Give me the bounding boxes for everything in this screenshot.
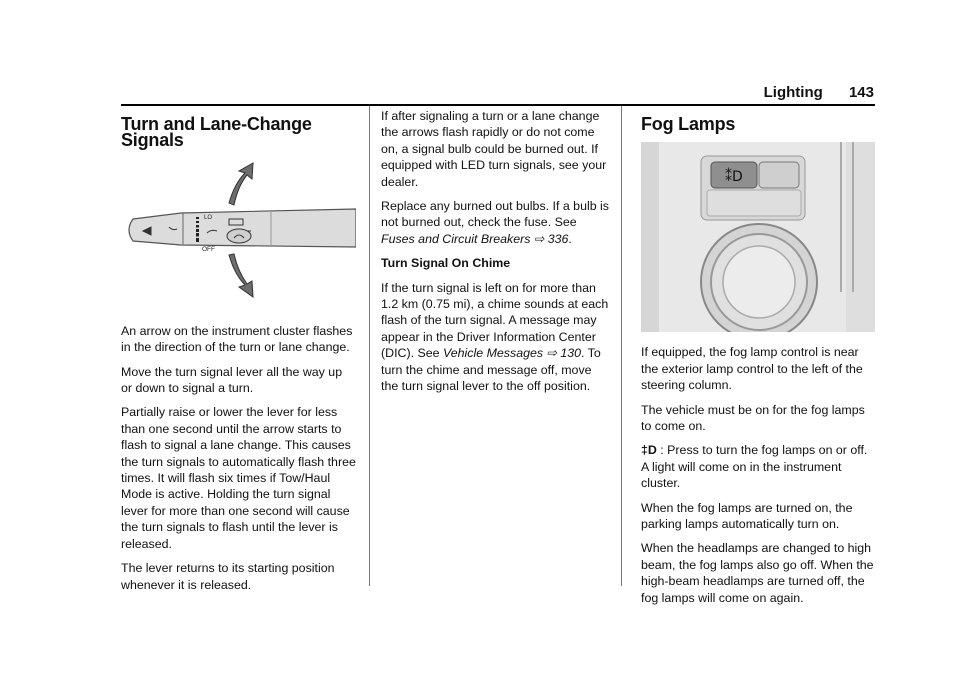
page-number: 143 — [848, 84, 874, 101]
column-divider — [369, 106, 370, 586]
paragraph: An arrow on the instrument cluster flashes in the direction of the turn or lane change. — [121, 323, 353, 355]
fog-description: ‡D : Press to turn the fog lamps on or off. A light will come on in the instrument cluster. — [641, 443, 868, 491]
paragraph: The vehicle must be on for the fog lamps to come on. — [641, 402, 865, 434]
column-divider — [621, 106, 622, 586]
paragraph: If the turn signal is left on for more than 1.2 km (0.75 mi), a chime sounds at each flash of the turn signal. A message may appear in the Driver Information Center (DIC). See Vehicle Messages ⇨ 130. To turn the chime and message off, move the turn signal lever to the off position. — [381, 280, 609, 394]
page-reference[interactable]: ⇨ 336 — [533, 231, 569, 246]
page-header — [764, 84, 874, 101]
subheading: Turn Signal On Chime — [381, 256, 511, 271]
turn-signal-lever-illustration — [121, 159, 356, 309]
wiper-button — [227, 229, 251, 243]
cross-reference-link[interactable]: Fuses and Circuit Breakers — [381, 231, 531, 246]
column-right — [641, 108, 876, 614]
section-heading: Fog Lamps — [641, 114, 736, 134]
turn-signal-lever-figure — [121, 159, 356, 309]
paragraph: If after signaling a turn or a lane change the arrows flash rapidly or do not come on, a signal bulb could be burned out. If equipped with LED turn signals, see your dealer. — [381, 109, 607, 189]
paragraph: Move the turn signal lever all the way up or down to signal a turn. — [121, 364, 343, 396]
paragraph: When the headlamps are changed to high beam, the fog lamps also go off. When the high-beam headlamps are turned off, the fog lamps will come on again. — [641, 541, 874, 605]
column-middle — [381, 108, 611, 403]
arrow-up-icon — [229, 163, 253, 205]
cross-reference-link[interactable]: Vehicle Messages — [442, 346, 544, 361]
column-left — [121, 108, 356, 601]
arrow-down-icon — [229, 254, 253, 297]
fog-lamp-control-figure — [641, 142, 875, 332]
paragraph: The lever returns to its starting position whenever it is released. — [121, 561, 335, 592]
fog-lamp-icon: ‡D — [641, 443, 657, 458]
fog-lamp-icon: ⁑D — [725, 169, 743, 186]
header-rule — [121, 104, 875, 106]
fog-lamp-control-illustration — [641, 142, 875, 332]
paragraph: If equipped, the fog lamp control is near the exterior lamp control to the left of the steering column. — [641, 345, 863, 393]
paragraph: Replace any burned out bulbs. If a bulb is not burned out, check the fuse. See Fuses and Circuit Breakers ⇨ 336. — [381, 199, 609, 246]
section-title: Lighting — [763, 84, 823, 101]
page-reference[interactable]: ⇨ 130 — [546, 346, 582, 361]
off-label: OFF — [202, 245, 215, 253]
lo-label: LO — [204, 214, 213, 221]
paragraph: When the fog lamps are turned on, the parking lamps automatically turn on. — [641, 500, 853, 532]
paragraph: Partially raise or lower the lever for less than one second until the arrow starts to flash to signal a lane change. This causes the turn signals to automatically flash three times. It will flash six times if Tow/Haul Mode is active. Holding the turn signal lever for more than one second will cause the turn signals to flash until the lever is released. — [121, 405, 356, 551]
section-heading: Turn and Lane-Change Signals — [121, 114, 312, 151]
